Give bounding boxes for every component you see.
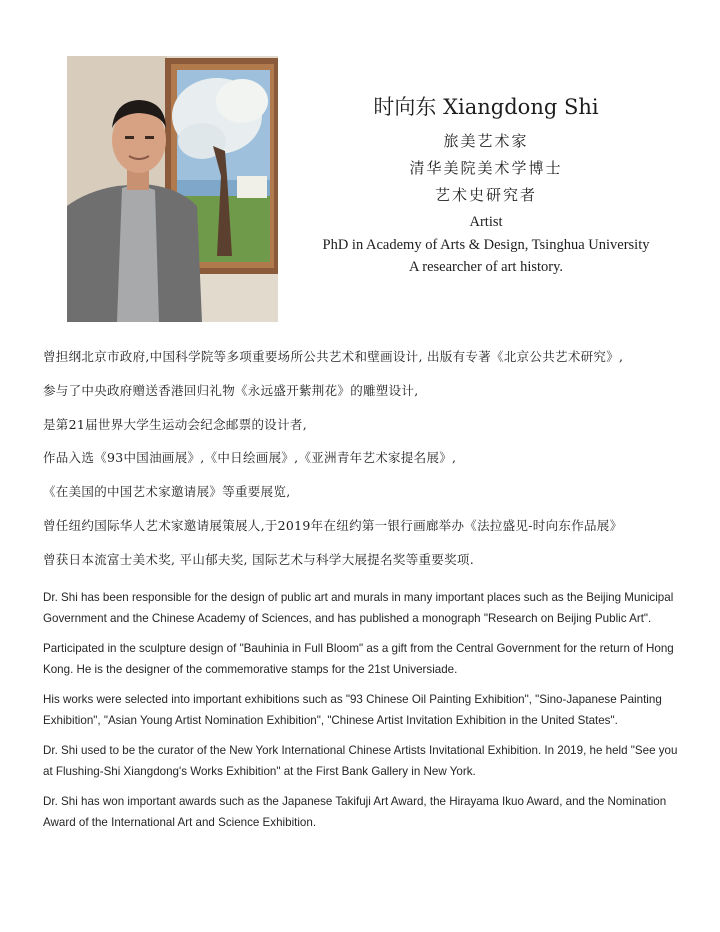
en-bio-paragraph: Dr. Shi used to be the curator of the New York International Chinese Artists Invitational Exhibition. In 2019, he held "See you at Flushing-Shi Xiangdong's Works Exhibition" at the First Bank Gallery in New York. — [43, 744, 678, 778]
zh-bio-line: 曾担纲北京市政府,中国科学院等多项重要场所公共艺术和壁画设计, 出版有专著《北京公共艺术研究》, — [43, 349, 624, 364]
zh-title-1: 旅美艺术家 — [443, 132, 529, 150]
chinese-biography — [43, 345, 683, 582]
zh-bio-line: 是第21届世界大学生运动会纪念邮票的设计者, — [43, 416, 307, 432]
zh-bio-line: 曾获日本流富士美术奖, 平山郁夫奖, 国际艺术与科学大展提名奖等重要奖项. — [43, 551, 474, 567]
en-bio-paragraph: Dr. Shi has been responsible for the design of public art and murals in many important places such as the Beijing Municipal Government and the Chinese Academy of Sciences, and has published a monograph "Research on Beijing Public Art". — [43, 591, 674, 625]
zh-title-3: 艺术史研究者 — [434, 186, 537, 204]
english-biography — [43, 588, 683, 843]
en-title-2: PhD in Academy of Arts & Design, Tsinghua University — [322, 236, 650, 253]
zh-bio-line: 参与了中央政府赠送香港回归礼物《永远盛开紫荆花》的雕塑设计, — [43, 382, 419, 398]
en-title-3: A researcher of art history. — [408, 259, 564, 275]
zh-title-2: 清华美院美术学博士 — [409, 159, 563, 177]
zh-bio-line: 《在美国的中国艺术家邀请展》等重要展览, — [43, 484, 291, 500]
zh-bio-line: 曾任纽约国际华人艺术家邀请展策展人,于2019年在纽约第一银行画廊举办《法拉盛见-时向东作品展》 — [43, 517, 623, 533]
en-bio-paragraph: Dr. Shi has won important awards such as the Japanese Takifuji Art Award, the Hirayama Ikuo Award, and the Nomination Award of the International Art and Science Exhibition. — [43, 795, 667, 829]
en-bio-paragraph: Participated in the sculpture design of "Bauhinia in Full Bloom" as a gift from the Central Government for the return of Hong Kong. He is the designer of the commemorative stamps for the 21st Universiade. — [43, 642, 674, 676]
zh-bio-line: 作品入选《93中国油画展》,《中日绘画展》,《亚洲青年艺术家提名展》, — [43, 450, 457, 466]
artist-portrait-photo — [67, 56, 278, 322]
header — [300, 92, 672, 279]
en-bio-paragraph: His works were selected into important exhibitions such as "93 Chinese Oil Painting Exhibition", "Sino-Japanese Painting Exhibition", "Asian Young Artist Nomination Exhibition", "Chinese Artist Invitation Exhibition in the United States". — [43, 693, 662, 727]
en-title-1: Artist — [469, 214, 503, 230]
artist-name: 时向东 Xiangdong Shi — [373, 95, 599, 119]
